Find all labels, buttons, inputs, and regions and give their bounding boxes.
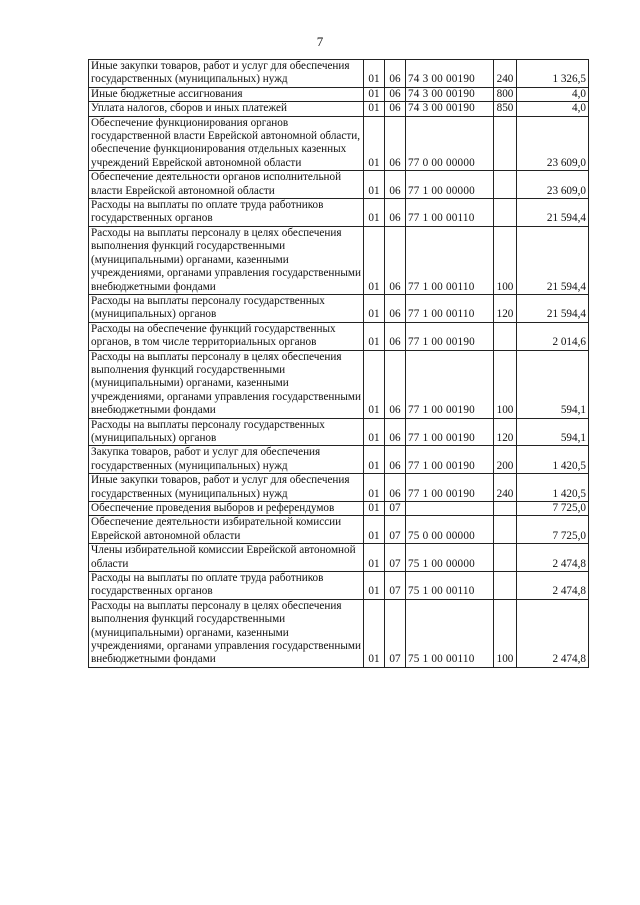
section-code: 01 [364,516,385,544]
table-row [89,87,589,101]
expense-type-code [494,572,517,600]
expense-name: Уплата налогов, сборов и иных платежей [89,102,364,116]
expense-name: Обеспечение проведения выборов и референдумов [89,502,364,516]
table-row [89,544,589,572]
expense-name: Расходы на выплаты по оплате труда работников государственных органов [89,572,364,600]
table-row [89,350,589,418]
section-code: 01 [364,199,385,227]
expense-type-code: 120 [494,418,517,446]
expense-type-code [494,502,517,516]
table-row [89,171,589,199]
expense-name: Расходы на выплаты персоналу государственных (муниципальных) органов [89,294,364,322]
table-row [89,116,589,171]
expense-name: Закупка товаров, работ и услуг для обеспечения государственных (муниципальных) нужд [89,446,364,474]
target-item-code: 75 1 00 00000 [406,544,494,572]
expense-name: Расходы на выплаты по оплате труда работников государственных органов [89,199,364,227]
target-item-code: 77 1 00 00190 [406,350,494,418]
subsection-code: 06 [385,60,406,88]
target-item-code [406,502,494,516]
amount: 4,0 [517,102,589,116]
expense-name: Члены избирательной комиссии Еврейской автономной области [89,544,364,572]
section-code: 01 [364,294,385,322]
table-row [89,502,589,516]
target-item-code: 77 1 00 00000 [406,171,494,199]
page-number: 7 [316,34,324,49]
subsection-code: 07 [385,599,406,667]
table-row [89,446,589,474]
target-item-code: 77 1 00 00110 [406,199,494,227]
expense-type-code: 800 [494,87,517,101]
subsection-code: 06 [385,87,406,101]
subsection-code: 06 [385,171,406,199]
target-item-code: 77 1 00 00190 [406,446,494,474]
section-code: 01 [364,474,385,502]
target-item-code: 77 1 00 00110 [406,226,494,294]
amount: 1 420,5 [517,446,589,474]
expense-type-code: 850 [494,102,517,116]
target-item-code: 77 1 00 00190 [406,322,494,350]
subsection-code: 07 [385,516,406,544]
expense-name: Расходы на выплаты персоналу в целях обеспечения выполнения функций государственными (муниципальными) органами, казенными учреждениями, органами управления государственными внебюджетными фондами [89,226,364,294]
target-item-code: 77 1 00 00190 [406,474,494,502]
subsection-code: 06 [385,350,406,418]
expense-type-code: 100 [494,599,517,667]
expense-type-code: 240 [494,474,517,502]
expense-name: Обеспечение функционирования органов государственной власти Еврейской автономной области, обеспечение функционирования отдельных казенных учреждений Еврейской автономной области [89,116,364,171]
expense-type-code [494,516,517,544]
subsection-code: 07 [385,502,406,516]
table-row [89,199,589,227]
amount: 2 474,8 [517,572,589,600]
section-code: 01 [364,350,385,418]
budget-table-body [89,60,589,668]
target-item-code: 77 1 00 00110 [406,294,494,322]
expense-type-code: 100 [494,226,517,294]
target-item-code: 74 3 00 00190 [406,60,494,88]
table-row [89,418,589,446]
table-row [89,102,589,116]
subsection-code: 07 [385,544,406,572]
amount: 23 609,0 [517,116,589,171]
section-code: 01 [364,446,385,474]
target-item-code: 75 1 00 00110 [406,572,494,600]
amount: 2 474,8 [517,544,589,572]
section-code: 01 [364,418,385,446]
target-item-code: 77 1 00 00190 [406,418,494,446]
expense-type-code: 240 [494,60,517,88]
expense-name: Расходы на обеспечение функций государственных органов, в том числе территориальных органов [89,322,364,350]
subsection-code: 06 [385,474,406,502]
amount: 7 725,0 [517,502,589,516]
table-row [89,322,589,350]
amount: 7 725,0 [517,516,589,544]
amount: 4,0 [517,87,589,101]
table-row [89,60,589,88]
amount: 21 594,4 [517,199,589,227]
expense-type-code [494,116,517,171]
amount: 23 609,0 [517,171,589,199]
subsection-code: 06 [385,294,406,322]
subsection-code: 06 [385,116,406,171]
section-code: 01 [364,102,385,116]
table-row [89,474,589,502]
amount: 594,1 [517,350,589,418]
subsection-code: 06 [385,446,406,474]
section-code: 01 [364,226,385,294]
expense-name: Обеспечение деятельности избирательной комиссии Еврейской автономной области [89,516,364,544]
section-code: 01 [364,116,385,171]
subsection-code: 06 [385,418,406,446]
table-row [89,516,589,544]
expense-name: Расходы на выплаты персоналу государственных (муниципальных) органов [89,418,364,446]
expense-name: Иные бюджетные ассигнования [89,87,364,101]
section-code: 01 [364,322,385,350]
expense-type-code [494,171,517,199]
amount: 1 326,5 [517,60,589,88]
section-code: 01 [364,572,385,600]
subsection-code: 06 [385,102,406,116]
target-item-code: 75 1 00 00110 [406,599,494,667]
expense-name: Иные закупки товаров, работ и услуг для обеспечения государственных (муниципальных) нужд [89,60,364,88]
target-item-code: 75 0 00 00000 [406,516,494,544]
subsection-code: 06 [385,226,406,294]
subsection-code: 07 [385,572,406,600]
amount: 21 594,4 [517,226,589,294]
section-code: 01 [364,171,385,199]
expense-name: Расходы на выплаты персоналу в целях обеспечения выполнения функций государственными (муниципальными) органами, казенными учреждениями, органами управления государственными внебюджетными фондами [89,599,364,667]
section-code: 01 [364,544,385,572]
target-item-code: 74 3 00 00190 [406,102,494,116]
subsection-code: 06 [385,322,406,350]
subsection-code: 06 [385,199,406,227]
expense-type-code: 200 [494,446,517,474]
table-row [89,599,589,667]
amount: 2 474,8 [517,599,589,667]
expense-type-code [494,322,517,350]
amount: 594,1 [517,418,589,446]
target-item-code: 74 3 00 00190 [406,87,494,101]
expense-name: Расходы на выплаты персоналу в целях обеспечения выполнения функций государственными (муниципальными) органами, казенными учреждениями, органами управления государственными внебюджетными фондами [89,350,364,418]
expense-name: Иные закупки товаров, работ и услуг для обеспечения государственных (муниципальных) нужд [89,474,364,502]
table-row [89,572,589,600]
amount: 21 594,4 [517,294,589,322]
expense-type-code: 100 [494,350,517,418]
expense-name: Обеспечение деятельности органов исполнительной власти Еврейской автономной области [89,171,364,199]
expense-type-code [494,544,517,572]
target-item-code: 77 0 00 00000 [406,116,494,171]
amount: 1 420,5 [517,474,589,502]
section-code: 01 [364,87,385,101]
expense-type-code [494,199,517,227]
section-code: 01 [364,502,385,516]
expense-type-code: 120 [494,294,517,322]
amount: 2 014,6 [517,322,589,350]
section-code: 01 [364,599,385,667]
table-row [89,294,589,322]
budget-table [88,59,589,668]
section-code: 01 [364,60,385,88]
table-row [89,226,589,294]
